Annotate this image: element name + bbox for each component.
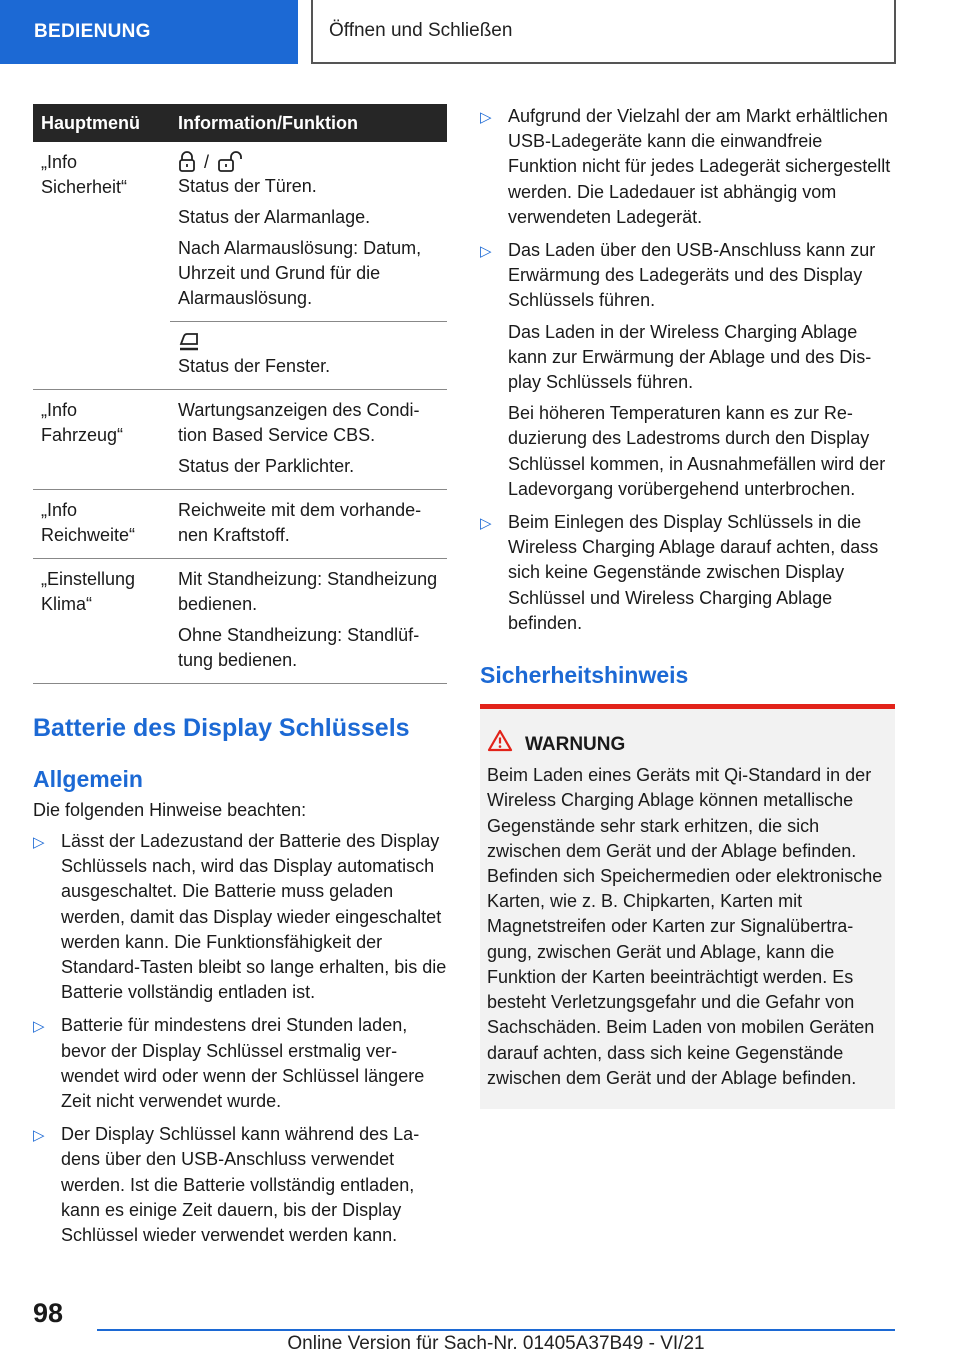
info-line: Status der Türen. — [178, 176, 317, 196]
safety-notice-title: Sicherheitshinweis — [480, 662, 689, 689]
list-item — [33, 1122, 447, 1248]
header-section-tab — [0, 0, 298, 64]
bullet-triangle-icon: ▷ — [480, 515, 492, 533]
battery-general-subtitle: Allgemein — [33, 766, 143, 792]
table-row — [33, 390, 447, 490]
info-line: Nach Alarmauslösung: Datum, Uhrzeit und Grund für die Alarmauslösung. — [178, 238, 422, 308]
bullet-triangle-icon: ▷ — [480, 243, 492, 261]
lock-open-icon — [217, 151, 243, 173]
table-header-info-function: Information/Funktion — [170, 104, 447, 142]
info-line: Ohne Standheizung: Standlüftung bedienen. — [178, 625, 420, 670]
bullet-triangle-icon: ▷ — [480, 109, 492, 126]
warning-text: Beim Laden eines Geräts mit Qi-Standard in der Wireless Charging Ablage können metallische Gegenstände sehr stark erhitzen, die sich zwischen dem Gerät und der Ablage befinden. Befinden sich Speichermedien oder elektronische Karten, wie z. B. Chipkarten, Karten mit Magnetstreifen oder Karten zur Signalübertragung, zwischen Gerät und Ablage, kann die Funktion der Karten beeinträchtigt werden. Es besteht Verletzungsgefahr und die Gefahr von Sachschäden. Beim Laden von mobilen Geräten darauf achten, dass sich keine Gegenstände zwischen dem Gerät und der Ablage befinden. — [487, 765, 883, 1088]
battery-bullet-list — [33, 829, 447, 1248]
battery-intro: Die folgenden Hinweise beachten: — [33, 800, 307, 820]
table-cell-info — [170, 559, 447, 684]
list-item — [480, 510, 895, 636]
table-header-row — [33, 104, 447, 142]
header-chapter-tab — [311, 0, 896, 64]
header-chapter-title: Öffnen und Schließen — [329, 20, 513, 41]
bullet-triangle-icon: ▷ — [33, 1127, 45, 1145]
list-item-text: Beim Einlegen des Display Schlüssels in die Wireless Charging Ablage darauf achten, dass sich keine Gegenstände zwischen Display Schlüssel und Wireless Charging Ablage befinden. — [508, 512, 879, 633]
list-item-text: Lässt der Ladezustand der Batterie des Display Schlüssels nach, wird das Display automatisch ausgeschaltet. Die Batterie muss geladen werden, damit das Display wieder eingeschaltet werden kann. Die Funktionsfähigkeit der Standard-Tasten bleibt so lange erhalten, bis die Batterie vollständig entladen ist. — [61, 831, 447, 1003]
list-item — [480, 238, 895, 502]
table-row — [33, 142, 447, 322]
info-line: Reichweite mit dem vorhandenen Kraftstoff. — [178, 500, 422, 545]
list-item-text: Der Display Schlüssel kann während des Ladens über den USB-Anschluss verwendet werden. Ist die Batterie vollständig entladen, kann es einige Zeit dauern, bis der Display Schlüssel wieder verwendet werden kann. — [61, 1124, 420, 1246]
icon-separator: / — [204, 151, 210, 172]
list-item-text: Bei höheren Temperaturen kann es zur Reduzierung des Ladestroms durch den Display Schlüssel kommen, in Ausnahmefällen wird der Ladevorgang vorübergehend unterbrochen. — [508, 403, 886, 499]
info-line: Wartungsanzeigen des Condition Based Service CBS. — [178, 400, 420, 445]
table-row — [33, 559, 447, 684]
header-section-label: BEDIENUNG — [34, 21, 151, 42]
lock-status-icons — [178, 150, 439, 174]
info-line: Mit Standheizung: Standheizung bedienen. — [178, 569, 438, 614]
list-item-text: Das Laden in der Wireless Charging Ablage kann zur Erwärmung der Ablage und des Display Schlüssels führen. — [508, 321, 872, 393]
lock-closed-icon — [178, 151, 196, 173]
info-line: Status der Parklichter. — [178, 456, 355, 476]
table-header-main-menu: Hauptmenü — [33, 104, 170, 142]
list-item-text: Das Laden über den USB-Anschluss kann zur Erwärmung des Ladegeräts und des Display Schlüssels führen. — [508, 240, 876, 311]
list-item-text: Aufgrund der Vielzahl der am Markt erhältlichen USB-Ladegeräte kann die einwandfreie Funktion nicht für jedes Ladegerät sichergestellt werden. Die Ladedauer ist abhängig vom verwendeten Ladegerät. — [508, 106, 891, 227]
warning-label: WARNUNG — [525, 733, 626, 755]
table-cell-info — [170, 142, 447, 322]
right-column — [480, 104, 895, 1109]
bullet-triangle-icon: ▷ — [33, 834, 45, 851]
list-item — [480, 104, 895, 230]
info-line: Status der Fenster. — [178, 356, 331, 376]
warning-triangle-icon — [487, 729, 513, 759]
list-item — [33, 1013, 447, 1114]
battery-section-title: Batterie des Display Schlüssels — [33, 714, 410, 742]
warning-box — [480, 704, 895, 1109]
table-cell-menu: „Info Reichweite“ — [33, 490, 170, 559]
table-cell-info — [170, 322, 447, 390]
list-item-text: Batterie für mindestens drei Stunden laden, bevor der Display Schlüssel erstmalig verwendet wird oder wenn der Schlüssel längere Zeit nicht verwendet wurde. — [61, 1015, 425, 1112]
warning-header — [487, 729, 885, 759]
footer-divider — [97, 1329, 895, 1331]
list-item — [33, 829, 447, 1005]
charging-bullet-list — [480, 104, 895, 636]
left-column — [33, 104, 447, 1256]
menu-info-table — [33, 104, 447, 684]
info-line: Status der Alarmanlage. — [178, 207, 371, 227]
bullet-triangle-icon: ▷ — [33, 1018, 45, 1036]
window-status-icon-wrap — [178, 330, 439, 354]
table-cell-info — [170, 490, 447, 559]
table-cell-menu: „Info Sicherheit“ — [33, 142, 170, 390]
table-row — [33, 490, 447, 559]
footer-version-text: Online Version für Sach-Nr. 01405A37B49 - VI/21 — [287, 1333, 705, 1354]
table-cell-menu: „Einstellung Klima“ — [33, 559, 170, 684]
page-number: 98 — [33, 1298, 64, 1328]
window-icon — [178, 332, 200, 352]
table-cell-info — [170, 390, 447, 490]
table-cell-menu: „Info Fahrzeug“ — [33, 390, 170, 490]
